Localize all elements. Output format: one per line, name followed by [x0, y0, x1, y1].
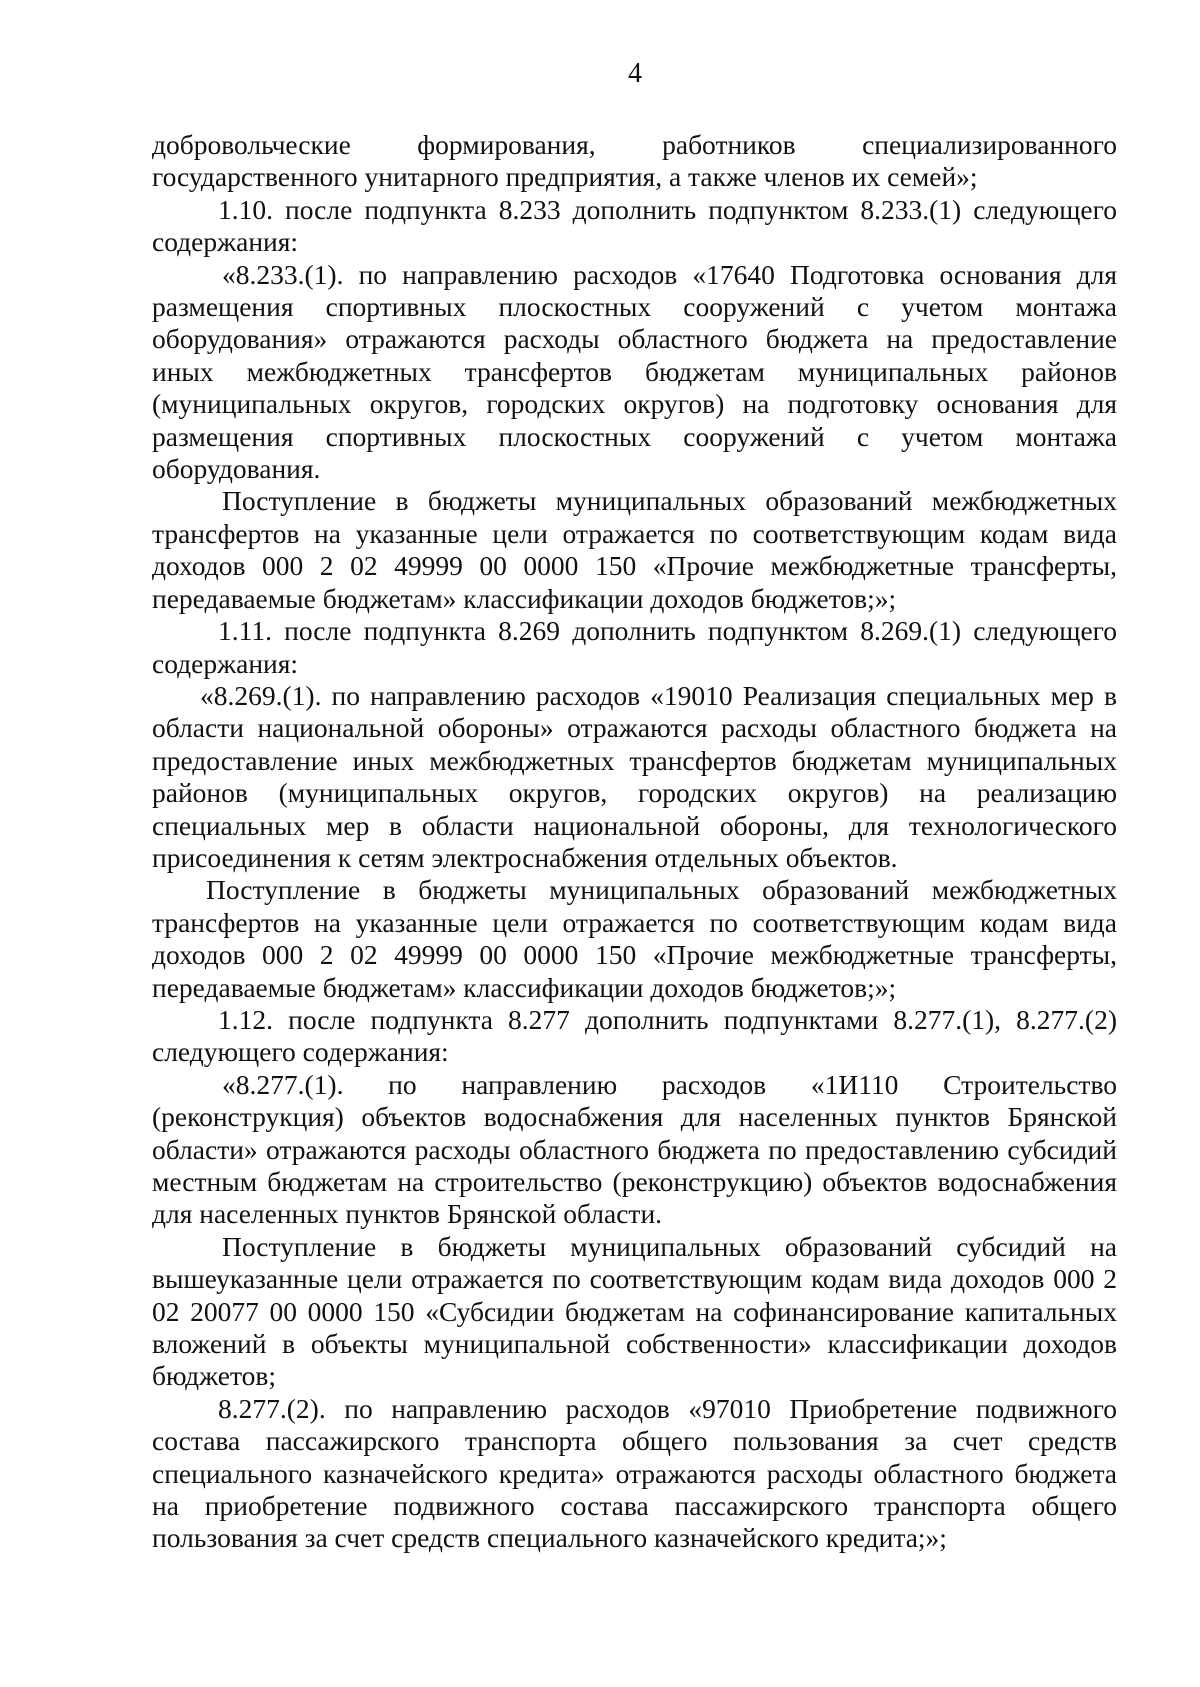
page-number: 4: [628, 58, 642, 89]
paragraph-revenue-note-3: Поступление в бюджеты муниципальных образований субсидий на вышеуказанные цели отражается по соответствующим кодам вида доходов 000 2 02 20077 00 0000 150 «Субсидии бюджетам на софинансирование капитальных вложений в объекты муниципальной собственности» классификации доходов бюджетов;: [152, 1230, 1117, 1392]
paragraph-item-1-11: 1.11. после подпункта 8.269 дополнить подпунктом 8.269.(1) следующего содержания:: [152, 615, 1117, 679]
paragraph-revenue-note-1: Поступление в бюджеты муниципальных образований межбюджетных трансфертов на указанные цели отражается по соответствующим кодам вида доходов 000 2 02 49999 00 0000 150 «Прочие межбюджетные трансферты, передаваемые бюджетам» классификации доходов бюджетов;»;: [152, 485, 1117, 614]
paragraph-subitem-8-277-1: «8.277.(1). по направлению расходов «1И110 Строительство (реконструкция) объектов водоснабжения для населенных пунктов Брянской области» отражаются расходы областного бюджета по предоставлению субсидий местным бюджетам на строительство (реконструкцию) объектов водоснабжения для населенных пунктов Брянской области.: [152, 1068, 1117, 1230]
paragraph-subitem-8-269-1: «8.269.(1). по направлению расходов «19010 Реализация специальных мер в области национальной обороны» отражаются расходы областного бюджета на предоставление иных межбюджетных трансфертов бюджетам муниципальных районов (муниципальных округов, городских округов) на реализацию специальных мер в области национальной обороны, для технологического присоединения к сетям электроснабжения отдельных объектов.: [152, 679, 1117, 873]
paragraph-item-1-12: 1.12. после подпункта 8.277 дополнить подпунктами 8.277.(1), 8.277.(2) следующего содержания:: [152, 1003, 1117, 1068]
paragraph-item-1-10: 1.10. после подпункта 8.233 дополнить подпунктом 8.233.(1) следующего содержания:: [152, 193, 1117, 258]
paragraph-continuation: добровольческие формирования, работников специализированного государственного унитарного предприятия, а также членов их семей»;: [152, 129, 1117, 193]
paragraph-revenue-note-2: Поступление в бюджеты муниципальных образований межбюджетных трансфертов на указанные цели отражается по соответствующим кодам вида доходов 000 2 02 49999 00 0000 150 «Прочие межбюджетные трансферты, передаваемые бюджетам» классификации доходов бюджетов;»;: [152, 874, 1117, 1003]
document-body: [152, 129, 1117, 1555]
paragraph-subitem-8-233-1: «8.233.(1). по направлению расходов «17640 Подготовка основания для размещения спортивных плоскостных сооружений с учетом монтажа оборудования» отражаются расходы областного бюджета на предоставление иных межбюджетных трансфертов бюджетам муниципальных районов (муниципальных округов, городских округов) на подготовку основания для размещения спортивных плоскостных сооружений с учетом монтажа оборудования.: [152, 258, 1117, 485]
paragraph-subitem-8-277-2: 8.277.(2). по направлению расходов «97010 Приобретение подвижного состава пассажирского транспорта общего пользования за счет средств специального казначейского кредита» отражаются расходы областного бюджета на приобретение подвижного состава пассажирского транспорта общего пользования за счет средств специального казначейского кредита;»;: [152, 1392, 1117, 1554]
